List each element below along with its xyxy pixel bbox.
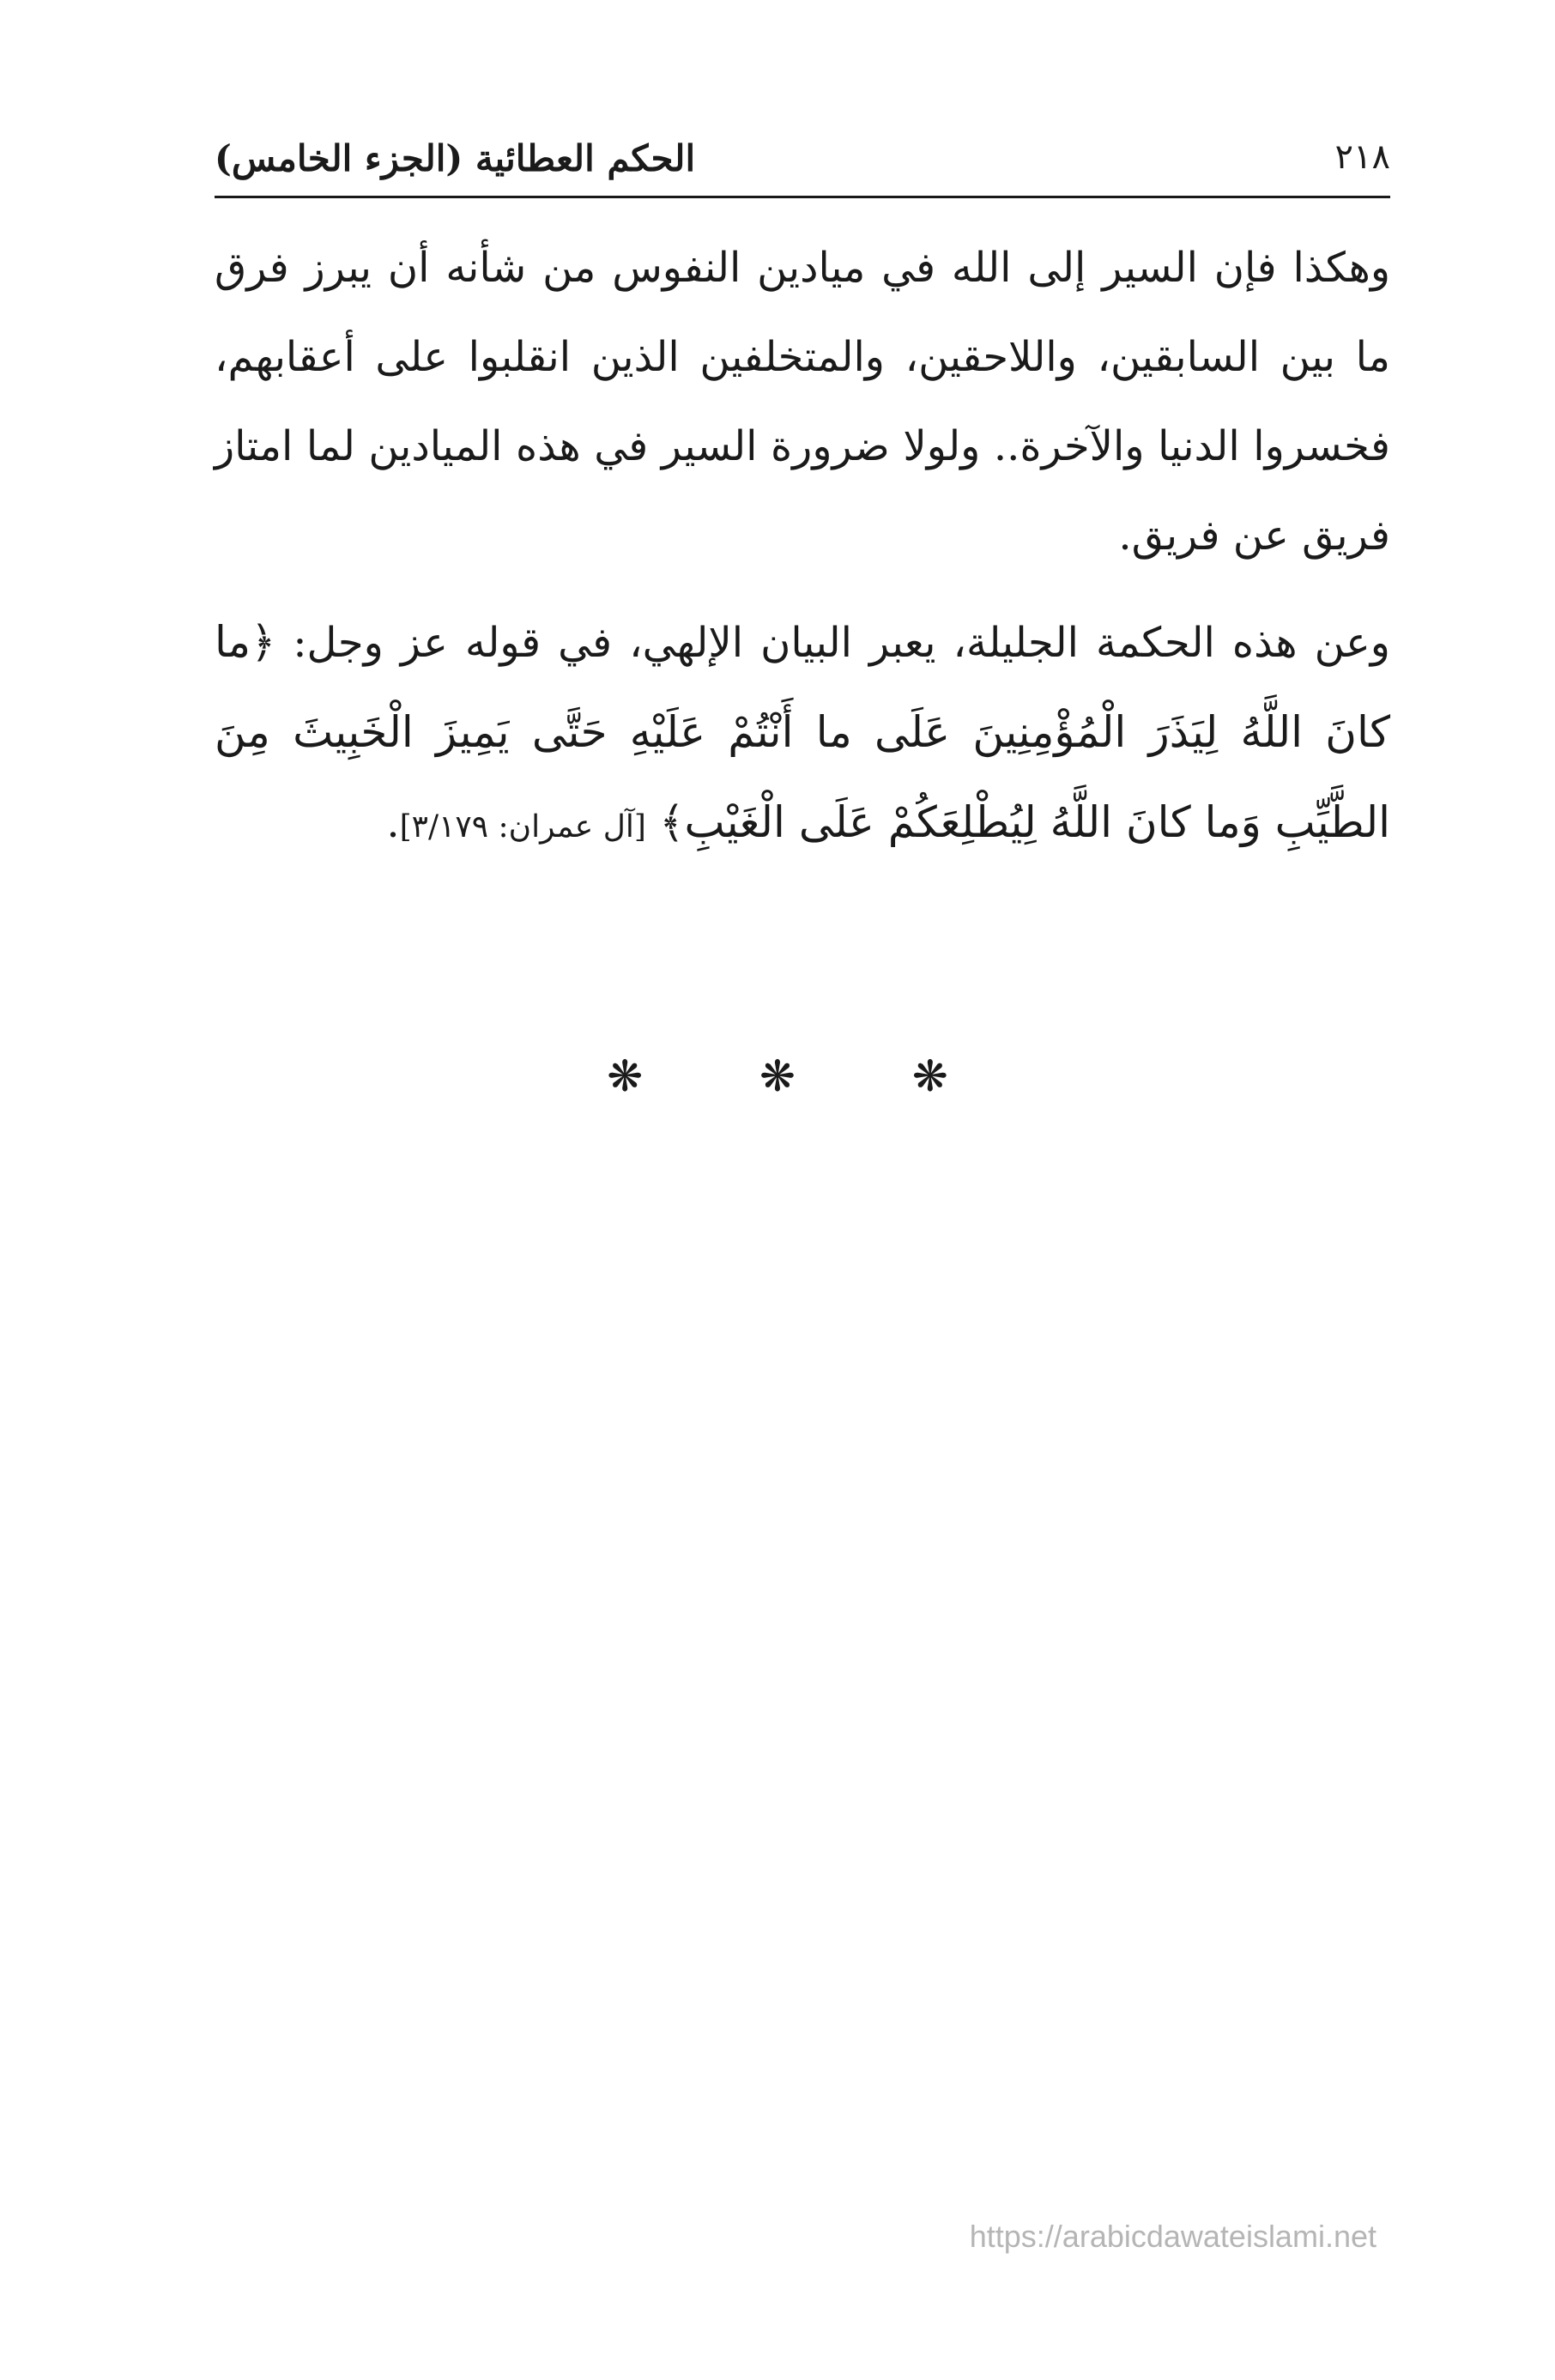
separator-star-icon: ❋ bbox=[607, 1051, 644, 1101]
main-text bbox=[215, 223, 1390, 889]
paragraph-1: وهكذا فإن السير إلى الله في ميادين النفوس من شأنه أن يبرز فرق ما بين السابقين، واللاحقين، والمتخلفين الذين انقلبوا على أعقابهم، فخسروا الدنيا والآخرة.. ولولا ضرورة السير في هذه الميادين لما امتاز فريق عن فريق. bbox=[215, 244, 1390, 560]
paragraph-2 bbox=[215, 597, 1390, 872]
citation-end: . bbox=[386, 799, 400, 847]
watermark-url: https://arabicdawateislami.net bbox=[969, 2219, 1377, 2254]
paragraph-2-intro: وعن هذه الحكمة الجليلة، يعبر البيان الإلهي، في قوله عز وجل: bbox=[293, 619, 1390, 667]
separator-star-icon: ❋ bbox=[911, 1051, 948, 1101]
page-header bbox=[215, 129, 1390, 197]
header-divider bbox=[215, 196, 1390, 198]
verse-citation: [آل عمران: ٣/١٧٩] bbox=[399, 809, 646, 845]
page-number: ٢١٨ bbox=[1334, 137, 1390, 177]
separator-star-icon: ❋ bbox=[759, 1051, 796, 1101]
section-separator bbox=[0, 1051, 1555, 1101]
running-title: الحكم العطائية (الجزء الخامس) bbox=[215, 137, 696, 179]
quran-verse: ﴿ما كانَ اللَّهُ لِيَذَرَ الْمُؤْمِنِينَ عَلَى ما أَنْتُمْ عَلَيْهِ حَتَّى يَمِيزَ الْخَبِيثَ مِنَ الطَّيِّبِ وَما كانَ اللَّهُ لِيُطْلِعَكُمْ عَلَى الْغَيْبِ﴾ bbox=[215, 617, 1390, 847]
